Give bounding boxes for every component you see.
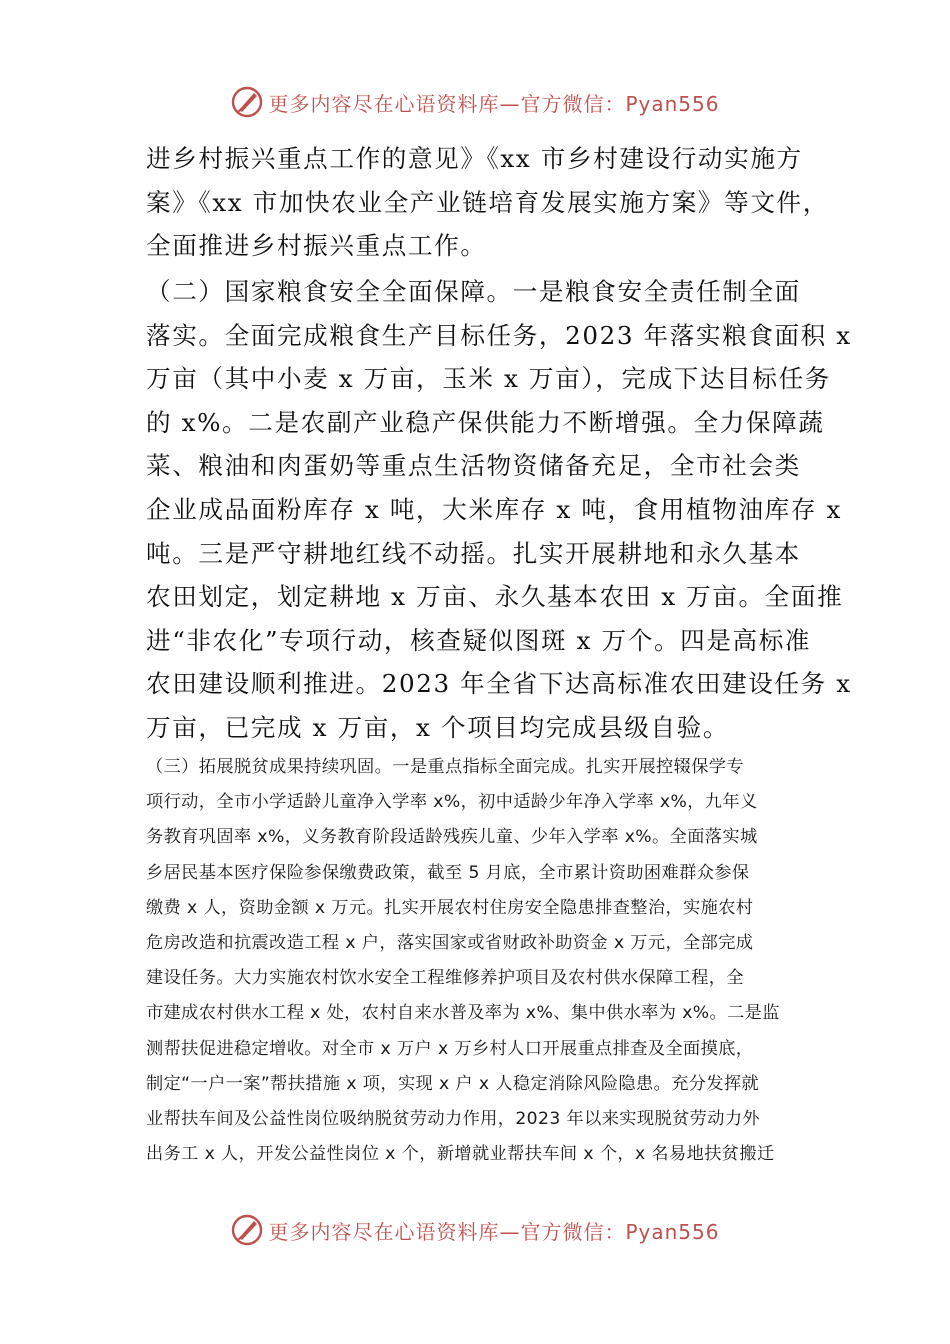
text-line: 市建成农村供水工程 x 处，农村自来水普及率为 x%、集中供水率为 x%。二是监 — [146, 1003, 780, 1024]
text-line: 出务工 x 人，开发公益性岗位 x 个，新增就业帮扶车间 x 个，x 名易地扶贫搬迁 — [146, 1144, 775, 1165]
text-line: 务教育巩固率 x%，义务教育阶段适龄残疾儿童、少年入学率 x%。全面落实城 — [146, 827, 758, 848]
text-line: 落实。全面完成粮食生产目标任务，2023 年落实粮食面积 x — [146, 320, 852, 350]
text-line: （三）拓展脱贫成果持续巩固。一是重点指标全面完成。扎实开展控辍保学专 — [146, 757, 744, 777]
header-banner-text: 更多内容尽在心语资料库—官方微信：Pyan556 — [268, 91, 720, 116]
footer-banner — [0, 1210, 950, 1250]
text-line: 业帮扶车间及公益性岗位吸纳脱贫劳动力作用，2023 年以来实现脱贫劳动力外 — [146, 1109, 761, 1130]
footer-banner-text: 更多内容尽在心语资料库—官方微信：Pyan556 — [268, 1219, 720, 1244]
paragraph-2 — [146, 270, 852, 750]
text-line: 缴费 x 人，资助金额 x 万元。扎实开展农村住房安全隐患排查整治，实施农村 — [146, 897, 754, 918]
text-line: 的 x%。二是农副产业稳产保供能力不断增强。全力保障蔬 — [146, 407, 825, 437]
paragraph-1 — [146, 137, 829, 268]
text-line: 危房改造和抗震改造工程 x 户，落实国家或省财政补助资金 x 万元，全部完成 — [146, 933, 754, 954]
text-line: 案》《xx 市加快农业全产业链培育发展实施方案》等文件， — [146, 187, 829, 217]
text-line: （二）国家粮食安全全面保障。一是粮食安全责任制全面 — [146, 277, 801, 306]
text-line: 菜、粮油和肉蛋奶等重点生活物资储备充足，全市社会类 — [146, 451, 801, 481]
text-line: 乡居民基本医疗保险参保缴费政策，截至 5 月底，全市累计资助困难群众参保 — [146, 862, 750, 883]
text-line: 吨。三是严守耕地红线不动摇。扎实开展耕地和永久基本 — [146, 538, 801, 568]
quill-pen-circle-icon — [230, 1213, 264, 1247]
text-line: 进乡村振兴重点工作的意见》《xx 市乡村建设行动实施方 — [146, 144, 803, 173]
text-line: 农田划定，划定耕地 x 万亩、永久基本农田 x 万亩。全面推 — [146, 582, 844, 612]
text-line: 项行动，全市小学适龄儿童净入学率 x%，初中适龄少年净入学率 x%，九年义 — [146, 792, 758, 813]
text-line: 建设任务。大力实施农村饮水安全工程维修养护项目及农村供水保障工程，全 — [146, 968, 744, 989]
paragraph-3 — [146, 750, 806, 1172]
text-line: 万亩，已完成 x 万亩，x 个项目均完成县级自验。 — [146, 712, 730, 742]
text-line: 企业成品面粉库存 x 吨，大米库存 x 吨，食用植物油库存 x — [146, 494, 842, 524]
header-banner — [0, 82, 950, 122]
quill-pen-circle-icon — [230, 85, 264, 119]
text-line: 全面推进乡村振兴重点工作。 — [146, 231, 487, 261]
text-line: 农田建设顺利推进。2023 年全省下达高标准农田建设任务 x — [146, 669, 852, 699]
text-line: 万亩（其中小麦 x 万亩，玉米 x 万亩），完成下达目标任务 — [146, 364, 831, 394]
text-line: 测帮扶促进稳定增收。对全市 x 万户 x 万乡村人口开展重点排查及全面摸底， — [146, 1038, 754, 1059]
text-line: 制定“一户一案”帮扶措施 x 项，实现 x 户 x 人稳定消除风险隐患。充分发挥就 — [146, 1073, 760, 1094]
text-line: 进“非农化”专项行动，核查疑似图斑 x 万个。四是高标准 — [146, 625, 812, 655]
